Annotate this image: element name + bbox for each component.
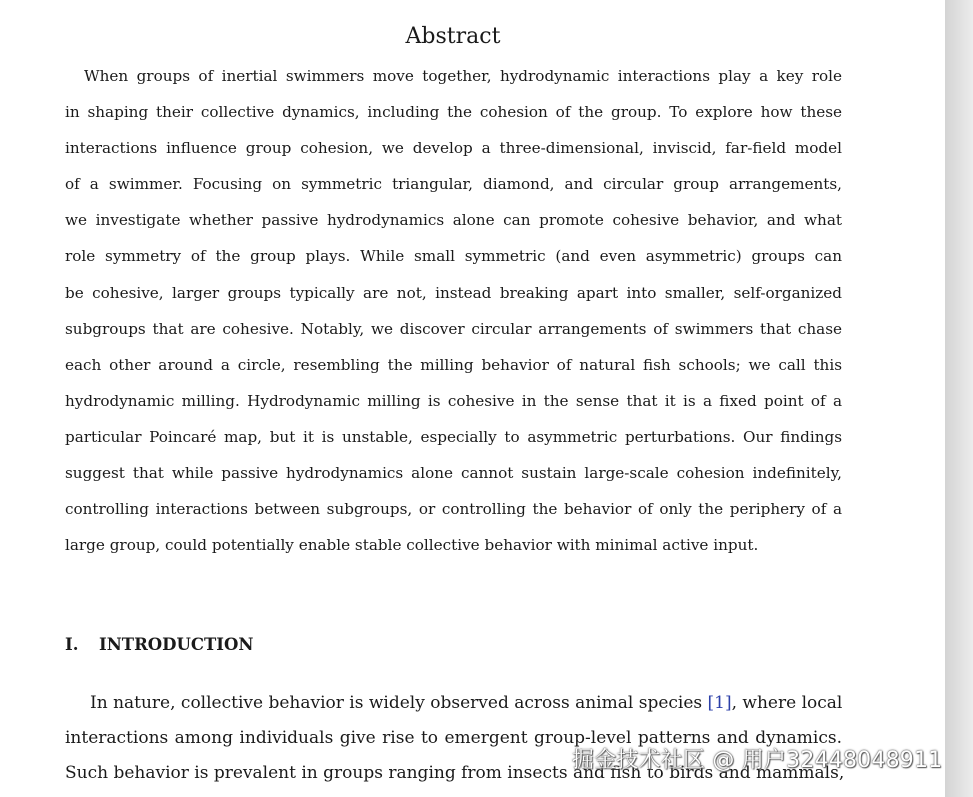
abstract-line: When groups of inertial swimmers move together, hydrodynamic interactions play a key role — [84, 67, 842, 85]
abstract-line: particular Poincaré map, but it is unstable, especially to asymmetric perturbations. Our findings — [65, 427, 842, 446]
abstract-body — [65, 58, 842, 563]
section-number: I. — [65, 635, 79, 654]
abstract-line: be cohesive, larger groups typically are not, instead breaking apart into smaller, self-organized — [65, 283, 842, 302]
intro-line — [65, 686, 842, 721]
intro-line: interactions among individuals give rise to emergent group-level patterns and dynamics. — [65, 728, 842, 748]
abstract-line: we investigate whether passive hydrodynamics alone can promote cohesive behavior, and what — [65, 211, 842, 230]
abstract-line: of a swimmer. Focusing on symmetric triangular, diamond, and circular group arrangements, — [65, 175, 842, 194]
abstract-line: role symmetry of the group plays. While small symmetric (and even asymmetric) groups can — [65, 247, 842, 266]
abstract-line: each other around a circle, resembling the milling behavior of natural fish schools; we call this — [65, 355, 842, 374]
watermark: 掘金技术社区 @ 用户32448048911 — [572, 748, 943, 773]
abstract-line: hydrodynamic milling. Hydrodynamic milling is cohesive in the sense that it is a fixed point of a — [65, 391, 842, 410]
abstract-line: subgroups that are cohesive. Notably, we discover circular arrangements of swimmers that chase — [65, 319, 842, 338]
abstract-title: Abstract — [405, 24, 501, 49]
abstract-line: large group, could potentially enable stable collective behavior with minimal active input. — [65, 536, 759, 555]
citation-link[interactable]: [1] — [707, 693, 732, 713]
abstract-line: controlling interactions between subgroups, or controlling the behavior of only the periphery of a — [65, 500, 842, 519]
section-title: INTRODUCTION — [99, 635, 254, 654]
abstract-line: suggest that while passive hydrodynamics alone cannot sustain large-scale cohesion indefinitely, — [65, 464, 842, 483]
abstract-line: interactions influence group cohesion, we develop a three-dimensional, inviscid, far-field model — [65, 139, 842, 158]
intro-line: Such behavior is prevalent in groups ranging from insects and fish to birds and mammals, — [65, 763, 845, 783]
section-heading-introduction — [65, 632, 253, 658]
intro-text: In nature, collective behavior is widely observed across animal species — [90, 693, 708, 713]
intro-text: , where local — [731, 693, 843, 713]
abstract-line: in shaping their collective dynamics, including the cohesion of the group. To explore how these — [65, 103, 842, 122]
viewer-scroll-edge — [945, 0, 973, 797]
